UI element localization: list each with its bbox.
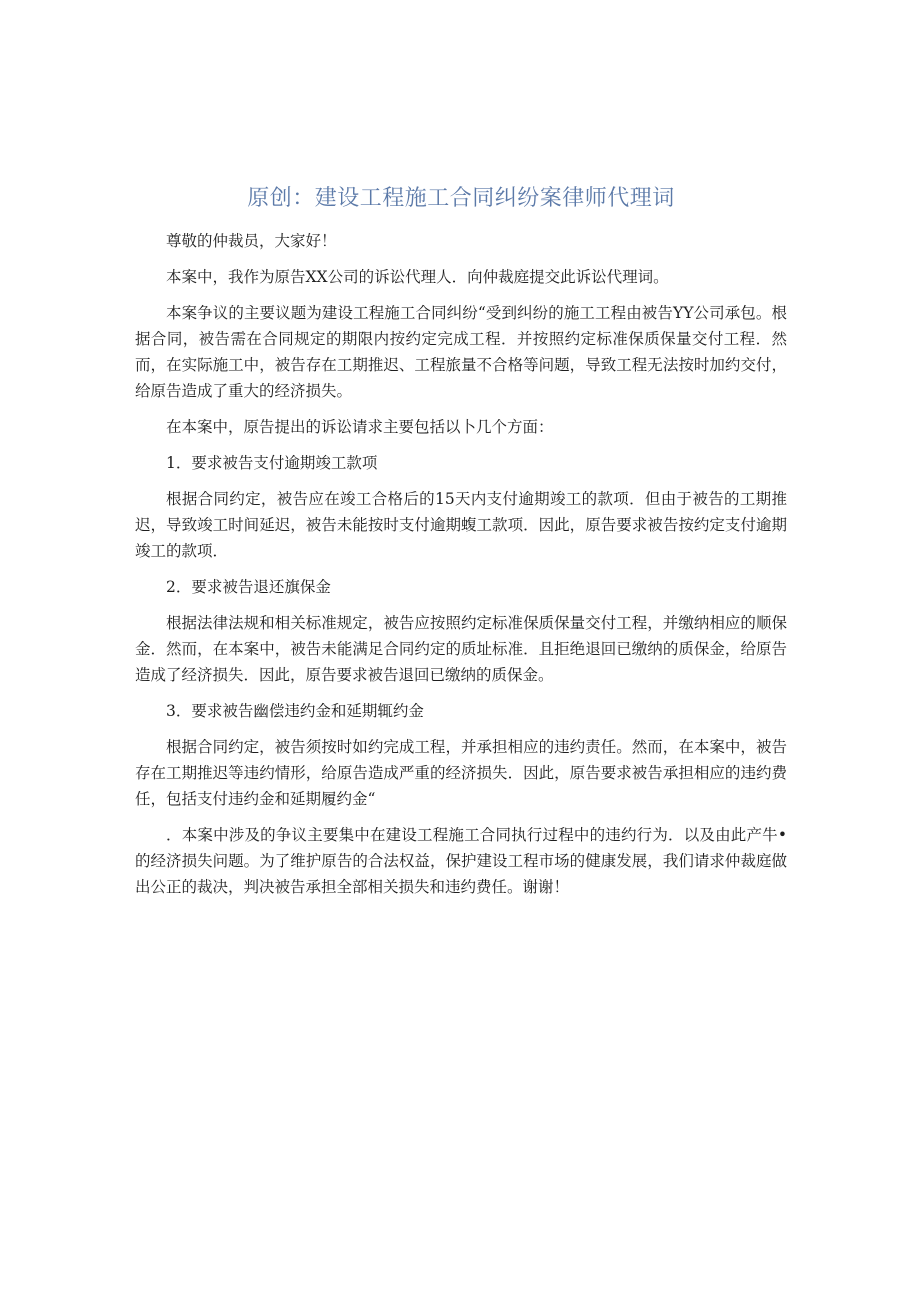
claim-heading-2: 2．要求被告退还旗保金 <box>166 578 331 596</box>
conclusion-paragraph: ．本案中涉及的争议主要集中在建设工程施工合同执行过程中的违约行为．以及由此产牛•的经济损失问题。为了维护原告的合法权益，保护建设工程市场的健康发展，我们请求仲裁庭做出公正的裁决，判决被告承担全部相关损失和违约费任。谢谢！ <box>135 826 787 896</box>
document-body <box>135 182 787 910</box>
claim-heading-3: 3．要求被告幽偿违约金和延期辄约金 <box>166 702 424 720</box>
claim-body-2: 根据法律法规和相关标准规定，被告应按照约定标准保质保量交付工程，并缴纳相应的顺保金．然而，在本案中，被告未能满足合同约定的质址标准．且拒绝退回已缴纳的质保金，给原告造成了经济损失．因此，原告要求被告退回已缴纳的质保金。 <box>135 614 787 684</box>
claim-body-1: 根据合同约定，被告应在竣工合格后的15天内支付逾期竣工的款项．但由于被告的工期推迟，导致竣工时间延迟，被告未能按时支付逾期蝮工款项．因此，原告要求被告按约定支付逾期竣工的款项． <box>135 490 787 560</box>
claim-heading-1: 1．要求被告支付逾期竣工款项 <box>166 454 378 472</box>
claim-body-3: 根据合同约定，被告须按时如约完成工程，并承担相应的违约责任。然而，在本案中，被告存在工期推迟等违约情形，给原告造成严重的经济损失．因此，原告要求被告承担相应的违约费任，包括支付违约金和延期履约金“ <box>135 738 787 808</box>
claims-intro: 在本案中，原告提出的诉讼请求主要包括以卜几个方面： <box>166 418 554 436</box>
dispute-paragraph: 本案争议的主要议题为建设工程施工合同纠纷“受到纠纷的施工工程由被告YY公司承包。根据合同，被告需在合同规定的期限内按约定完成工程．并按照约定标准保质保量交付工程．然而，在实际施工中，被告存在工期推迟、工程旅量不合格等问题，导致工程无法按时加约交付，给原告造成了重大的经济损失。 <box>135 304 787 400</box>
intro-paragraph: 本案中，我作为原告XX公司的诉讼代理人．向仲裁庭提交此诉讼代理词。 <box>166 268 669 286</box>
document-title: 原创：建设工程施工合同纠纷案律师代理词 <box>247 186 675 211</box>
greeting: 尊敬的仲裁员，大家好！ <box>166 232 337 250</box>
